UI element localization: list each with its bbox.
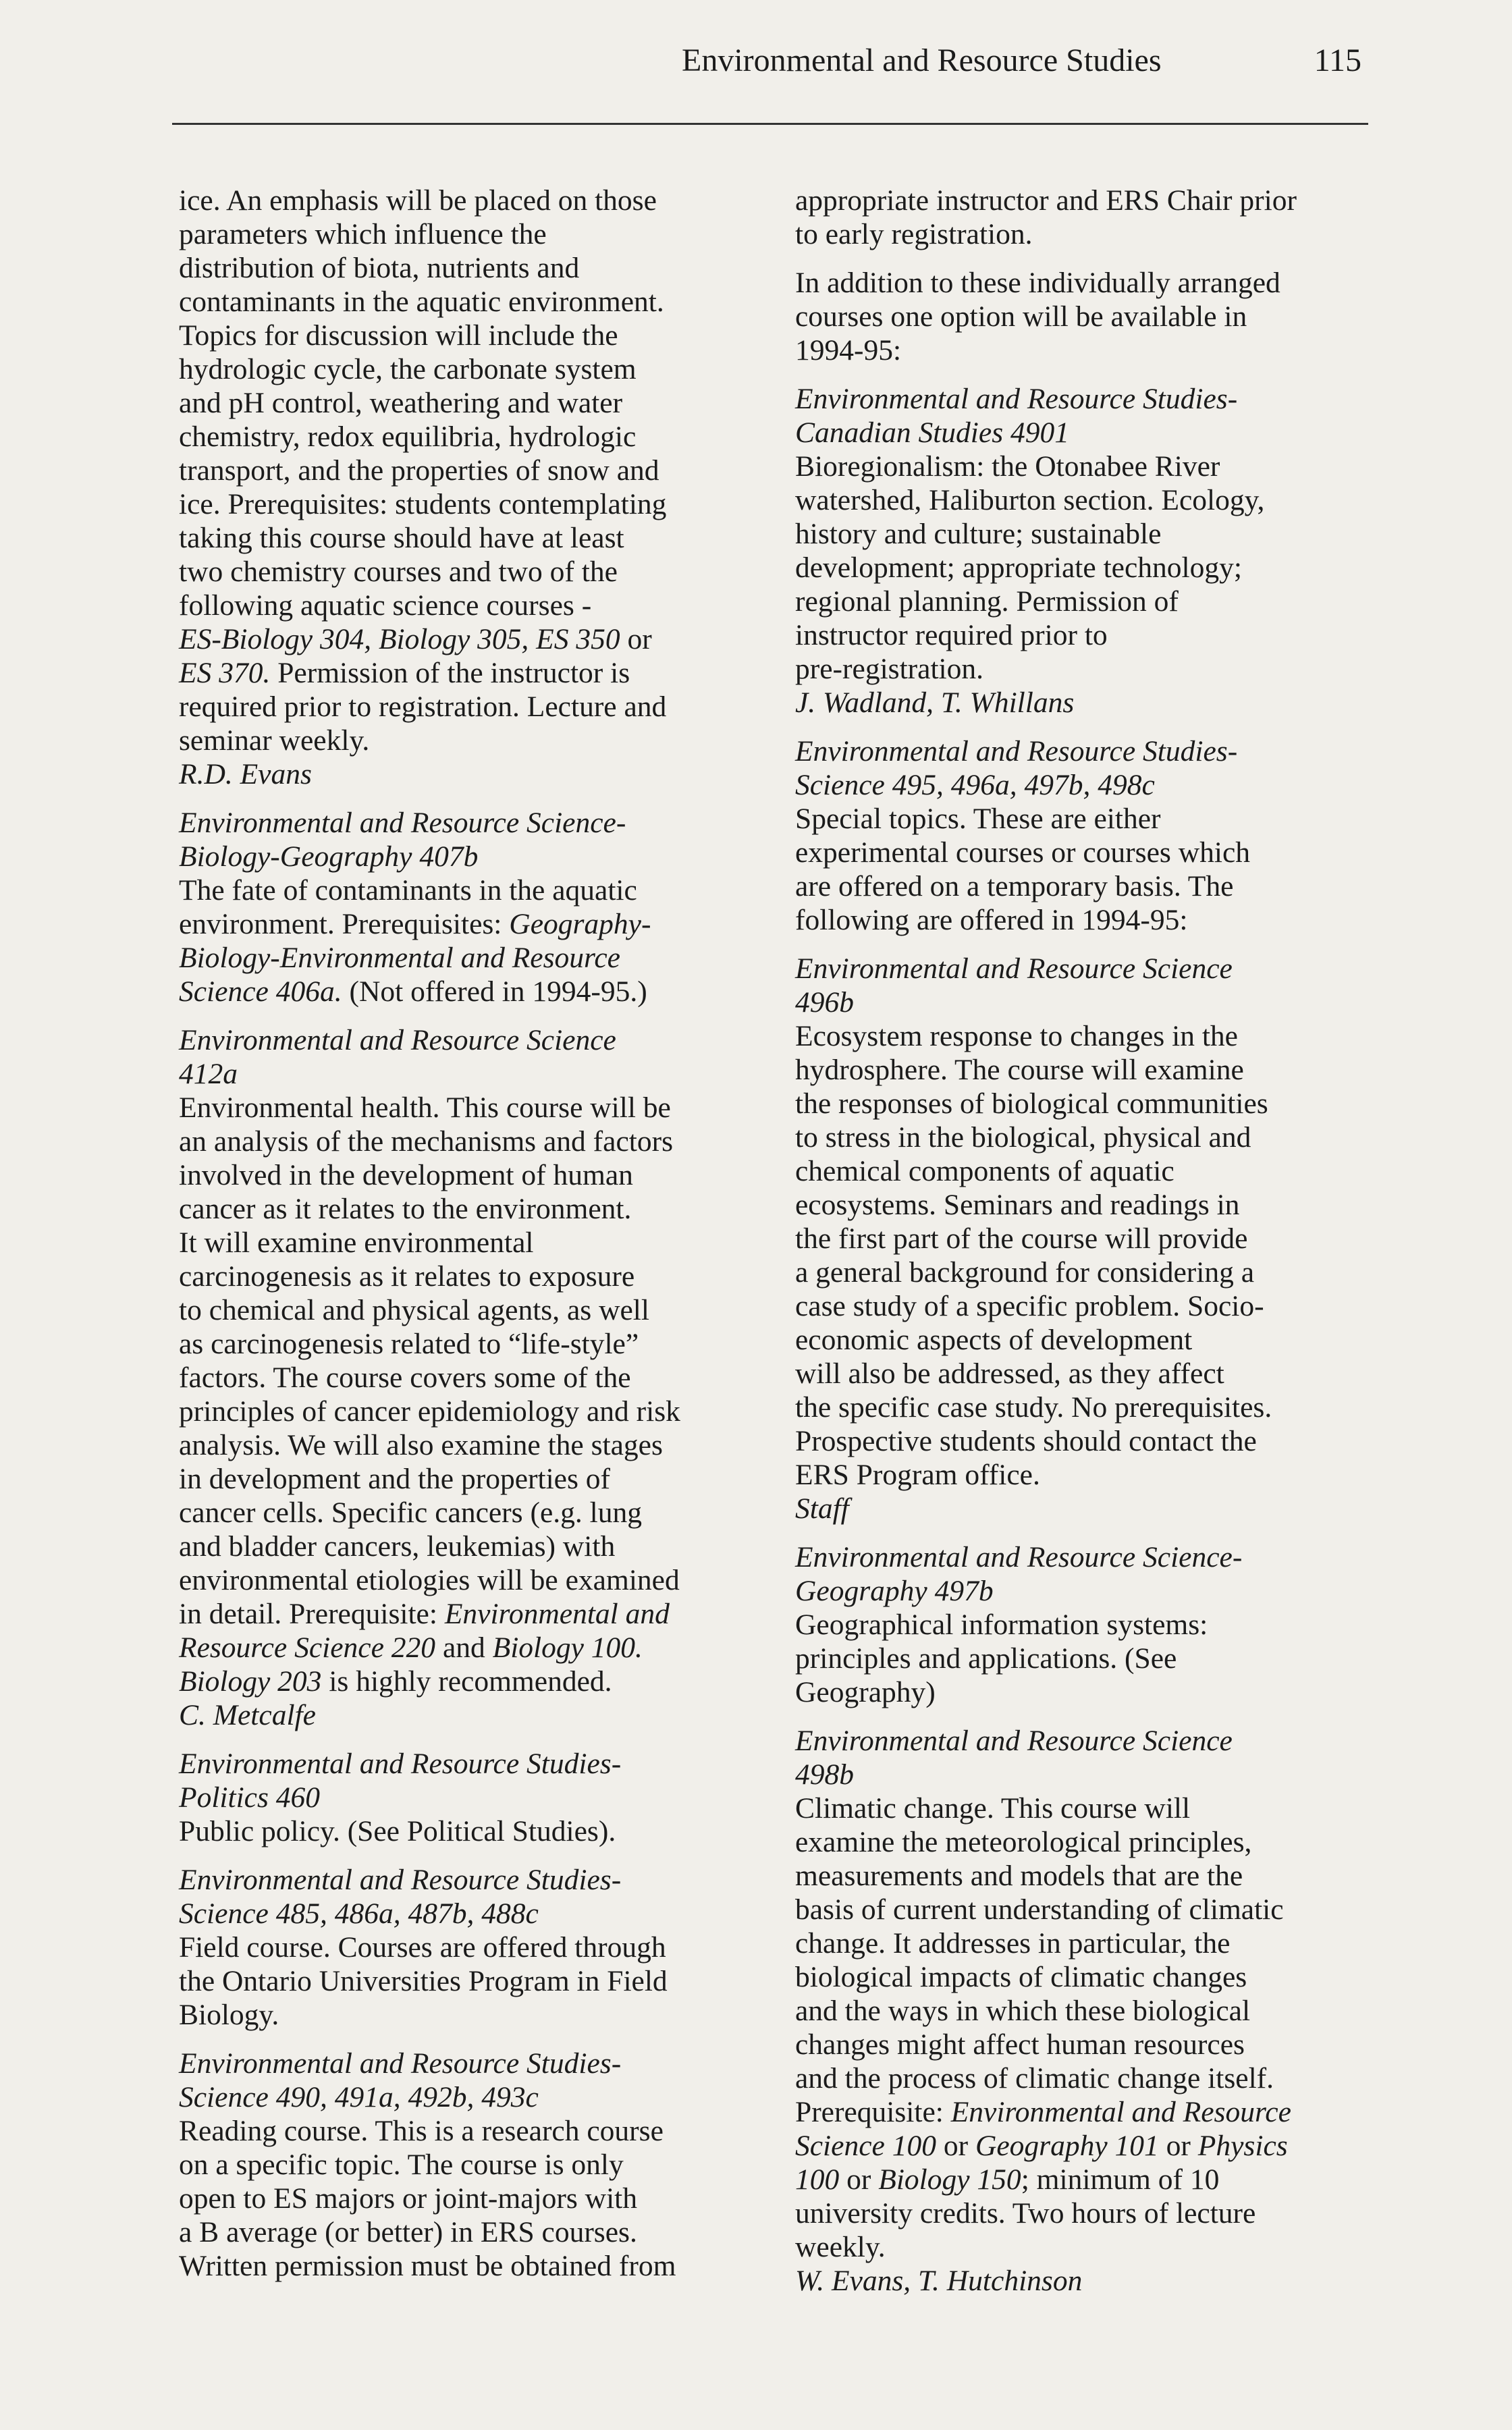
text: experimental courses or courses which bbox=[795, 836, 1251, 869]
text-line bbox=[795, 836, 1376, 869]
text: Public policy. (See Political Studies). bbox=[179, 1815, 616, 1847]
italic-text: Science 485, 486a, 487b, 488c bbox=[179, 1897, 539, 1930]
text: cancer as it relates to the environment. bbox=[179, 1193, 632, 1225]
text: The fate of contaminants in the aquatic bbox=[179, 874, 637, 907]
text: ice. Prerequisites: students contemplating bbox=[179, 488, 667, 520]
text-line bbox=[179, 724, 759, 757]
text-line bbox=[795, 416, 1376, 450]
text-line bbox=[795, 2129, 1376, 2163]
course-entry bbox=[179, 1747, 759, 1848]
text-line bbox=[795, 1188, 1376, 1222]
italic-text: Biology-Geography 407b bbox=[179, 840, 479, 873]
italic-text: 496b bbox=[795, 986, 854, 1019]
text-line bbox=[795, 1390, 1376, 1424]
text-line bbox=[795, 652, 1376, 686]
text: watershed, Haliburton section. Ecology, bbox=[795, 484, 1265, 516]
italic-text: W. Evans, T. Hutchinson bbox=[795, 2265, 1083, 2297]
text: will also be addressed, as they affect bbox=[795, 1357, 1224, 1390]
text-line bbox=[179, 1863, 759, 1897]
text: examine the meteorological principles, bbox=[795, 1826, 1252, 1858]
text-line bbox=[179, 1964, 759, 1998]
text: are offered on a temporary basis. The bbox=[795, 870, 1234, 902]
text-line bbox=[179, 1563, 759, 1597]
text: Geography) bbox=[795, 1676, 936, 1708]
text-line bbox=[795, 585, 1376, 618]
text-line bbox=[795, 1893, 1376, 1926]
course-entry bbox=[179, 2047, 759, 2283]
text-line bbox=[795, 869, 1376, 903]
text: the responses of biological communities bbox=[795, 1087, 1268, 1120]
text-line bbox=[179, 285, 759, 319]
text-line bbox=[179, 2047, 759, 2080]
text-line bbox=[179, 589, 759, 622]
italic-text: Environmental and Resource Studies- bbox=[795, 735, 1238, 767]
text: contaminants in the aquatic environment. bbox=[179, 286, 664, 318]
text-line bbox=[179, 184, 759, 217]
text-line bbox=[179, 1192, 759, 1226]
text: ice. An emphasis will be placed on those bbox=[179, 184, 657, 217]
text-line bbox=[795, 903, 1376, 937]
text-line bbox=[179, 690, 759, 724]
text-line bbox=[179, 1293, 759, 1327]
italic-text: Staff bbox=[795, 1492, 849, 1525]
text-line bbox=[179, 1158, 759, 1192]
text: seminar weekly. bbox=[179, 724, 370, 757]
text-line bbox=[179, 2182, 759, 2215]
italic-text: 100 bbox=[795, 2163, 840, 2196]
text: and bbox=[435, 1631, 493, 1664]
text: Prospective students should contact the bbox=[795, 1425, 1257, 1457]
running-header bbox=[172, 42, 1368, 125]
italic-text: Environmental and Resource Studies- bbox=[795, 383, 1238, 415]
text-line bbox=[795, 1053, 1376, 1087]
text-line bbox=[795, 1357, 1376, 1390]
italic-text: 498b bbox=[795, 1758, 854, 1791]
text-line bbox=[179, 2215, 759, 2249]
text-line bbox=[179, 454, 759, 487]
text: regional planning. Permission of bbox=[795, 585, 1179, 618]
text: ecosystems. Seminars and readings in bbox=[795, 1189, 1240, 1221]
text: economic aspects of development bbox=[795, 1324, 1193, 1356]
italic-text: Environmental and Resource Science bbox=[179, 1024, 616, 1056]
text: involved in the development of human bbox=[179, 1159, 633, 1191]
text: to chemical and physical agents, as well bbox=[179, 1294, 649, 1326]
text-line bbox=[795, 382, 1376, 416]
text: two chemistry courses and two of the bbox=[179, 556, 618, 588]
text-line bbox=[179, 1998, 759, 2032]
text: (Not offered in 1994-95.) bbox=[342, 975, 647, 1008]
text: principles and applications. (See bbox=[795, 1642, 1177, 1675]
text-line bbox=[179, 1428, 759, 1462]
italic-text: Environmental and Resource Science bbox=[795, 1725, 1233, 1757]
text-line bbox=[795, 1424, 1376, 1458]
italic-text: Environmental and Resource bbox=[950, 2096, 1291, 2128]
text: Geographical information systems: bbox=[795, 1609, 1208, 1641]
text: the specific case study. No prerequisites. bbox=[795, 1391, 1272, 1424]
text: environment. Prerequisites: bbox=[179, 908, 510, 940]
italic-text: Science 490, 491a, 492b, 493c bbox=[179, 2081, 539, 2113]
text-line bbox=[795, 1154, 1376, 1188]
course-entry bbox=[795, 952, 1376, 1526]
italic-text: ES-Biology 304, Biology 305, ES 350 bbox=[179, 623, 620, 655]
italic-text: ES 370. bbox=[179, 657, 271, 689]
text-line bbox=[179, 2148, 759, 2182]
text-line bbox=[795, 1608, 1376, 1642]
text-line bbox=[795, 1724, 1376, 1758]
text: ; minimum of 10 bbox=[1021, 2163, 1220, 2196]
text: an analysis of the mechanisms and factors bbox=[179, 1125, 674, 1158]
text-line bbox=[795, 266, 1376, 300]
text: is highly recommended. bbox=[321, 1665, 612, 1698]
text: environmental etiologies will be examined bbox=[179, 1564, 680, 1596]
text: hydrosphere. The course will examine bbox=[795, 1054, 1244, 1086]
italic-text: Geography 101 bbox=[975, 2130, 1159, 2162]
text: factors. The course covers some of the bbox=[179, 1361, 631, 1394]
italic-text: Geography- bbox=[509, 908, 651, 940]
text: Topics for discussion will include the bbox=[179, 319, 618, 352]
text-line bbox=[179, 1361, 759, 1395]
text-line bbox=[795, 768, 1376, 802]
text-line bbox=[795, 952, 1376, 986]
text-line bbox=[795, 1120, 1376, 1154]
italic-text: Biology 100. bbox=[492, 1631, 643, 1664]
text-line bbox=[179, 941, 759, 975]
course-entry bbox=[795, 1540, 1376, 1709]
course-entry bbox=[795, 184, 1376, 251]
text: Bioregionalism: the Otonabee River bbox=[795, 450, 1220, 483]
text: transport, and the properties of snow and bbox=[179, 454, 659, 487]
text-line bbox=[179, 251, 759, 285]
text-line bbox=[179, 1631, 759, 1665]
text-line bbox=[179, 1395, 759, 1428]
text: hydrologic cycle, the carbonate system bbox=[179, 353, 637, 385]
text: biological impacts of climatic changes bbox=[795, 1961, 1247, 1993]
text: the Ontario Universities Program in Field bbox=[179, 1965, 668, 1997]
text: cancer cells. Specific cancers (e.g. lung bbox=[179, 1496, 642, 1529]
text: Environmental health. This course will be bbox=[179, 1091, 671, 1124]
right-column bbox=[795, 184, 1376, 2313]
italic-text: Environmental and Resource Studies- bbox=[179, 1748, 622, 1780]
text: university credits. Two hours of lecture bbox=[795, 2197, 1256, 2230]
text-line bbox=[795, 1458, 1376, 1492]
text: open to ES majors or joint-majors with bbox=[179, 2182, 638, 2215]
text-line bbox=[179, 1023, 759, 1057]
text: Permission of the instructor is bbox=[270, 657, 630, 689]
text-line bbox=[179, 1781, 759, 1814]
course-entry bbox=[179, 806, 759, 1008]
text: or bbox=[620, 623, 652, 655]
course-entry bbox=[795, 1724, 1376, 2298]
text-line bbox=[179, 2080, 759, 2114]
text-line bbox=[795, 217, 1376, 251]
text: weekly. bbox=[795, 2231, 886, 2263]
course-entry bbox=[795, 382, 1376, 720]
text: chemical components of aquatic bbox=[795, 1155, 1174, 1187]
text-line bbox=[179, 352, 759, 386]
text-line bbox=[795, 184, 1376, 217]
text-line bbox=[795, 1791, 1376, 1825]
text-line bbox=[795, 2028, 1376, 2061]
text: and the process of climatic change itself. bbox=[795, 2062, 1274, 2095]
text-line bbox=[795, 1642, 1376, 1675]
italic-text: Physics bbox=[1197, 2130, 1288, 2162]
text-line bbox=[795, 802, 1376, 836]
italic-text: Geography 497b bbox=[795, 1575, 994, 1607]
text: Written permission must be obtained from bbox=[179, 2250, 676, 2282]
text-line bbox=[795, 2196, 1376, 2230]
text-line bbox=[179, 1698, 759, 1732]
text: ERS Program office. bbox=[795, 1459, 1040, 1491]
text-line bbox=[179, 420, 759, 454]
italic-text: Resource Science 220 bbox=[179, 1631, 436, 1664]
text: change. It addresses in particular, the bbox=[795, 1927, 1231, 1960]
text: a B average (or better) in ERS courses. bbox=[179, 2216, 637, 2248]
text-line bbox=[795, 1574, 1376, 1608]
text-line bbox=[795, 618, 1376, 652]
text: or bbox=[1158, 2130, 1198, 2162]
text: appropriate instructor and ERS Chair prior bbox=[795, 184, 1297, 217]
italic-text: Science 100 bbox=[795, 2130, 936, 2162]
italic-text: Environmental and Resource Studies- bbox=[179, 2047, 622, 2080]
italic-text: Biology 150 bbox=[878, 2163, 1021, 2196]
text: measurements and models that are the bbox=[795, 1860, 1243, 1892]
italic-text: C. Metcalfe bbox=[179, 1699, 316, 1731]
text-line bbox=[179, 757, 759, 791]
text-line bbox=[795, 300, 1376, 333]
italic-text: Science 406a. bbox=[179, 975, 342, 1008]
text-line bbox=[179, 1496, 759, 1530]
text-line bbox=[795, 1825, 1376, 1859]
italic-text: J. Wadland, T. Whillans bbox=[795, 686, 1075, 719]
text-line bbox=[795, 1323, 1376, 1357]
course-entry bbox=[179, 1863, 759, 2032]
text-line bbox=[179, 2249, 759, 2283]
text: Field course. Courses are offered through bbox=[179, 1931, 666, 1964]
text-line bbox=[795, 1926, 1376, 1960]
text: basis of current understanding of climatic bbox=[795, 1893, 1284, 1926]
italic-text: Environmental and bbox=[444, 1598, 670, 1630]
text: required prior to registration. Lecture and bbox=[179, 691, 667, 723]
italic-text: Biology-Environmental and Resource bbox=[179, 942, 620, 974]
text-line bbox=[179, 622, 759, 656]
text: pre-registration. bbox=[795, 653, 984, 685]
text-line bbox=[795, 333, 1376, 367]
course-entry bbox=[179, 1023, 759, 1732]
text-line bbox=[795, 1087, 1376, 1120]
text-line bbox=[795, 1019, 1376, 1053]
text-line bbox=[795, 1994, 1376, 2028]
text-line bbox=[795, 1492, 1376, 1526]
italic-text: Politics 460 bbox=[179, 1781, 321, 1814]
text-line bbox=[179, 840, 759, 873]
text: taking this course should have at least bbox=[179, 522, 624, 554]
text: to early registration. bbox=[795, 218, 1033, 250]
text-line bbox=[795, 1256, 1376, 1289]
italic-text: Science 495, 496a, 497b, 498c bbox=[795, 769, 1155, 801]
text: principles of cancer epidemiology and risk bbox=[179, 1395, 680, 1428]
text: and the ways in which these biological bbox=[795, 1995, 1251, 2027]
text-line bbox=[179, 873, 759, 907]
text: Prerequisite: bbox=[795, 2096, 951, 2128]
course-entry bbox=[795, 734, 1376, 937]
text-line bbox=[795, 2163, 1376, 2196]
text: or bbox=[936, 2130, 975, 2162]
text-line bbox=[179, 1462, 759, 1496]
text-line bbox=[179, 1260, 759, 1293]
text: Special topics. These are either bbox=[795, 803, 1161, 835]
text-line bbox=[179, 487, 759, 521]
text: In addition to these individually arranged bbox=[795, 267, 1280, 299]
text: parameters which influence the bbox=[179, 218, 547, 250]
text-line bbox=[795, 1758, 1376, 1791]
text-line bbox=[179, 319, 759, 352]
text-line bbox=[795, 2061, 1376, 2095]
text: case study of a specific problem. Socio- bbox=[795, 1290, 1264, 1322]
text-line bbox=[795, 517, 1376, 551]
text-line bbox=[179, 1897, 759, 1931]
text-line bbox=[795, 1540, 1376, 1574]
italic-text: Environmental and Resource Studies- bbox=[179, 1864, 622, 1896]
text: distribution of biota, nutrients and bbox=[179, 252, 580, 284]
text: in detail. Prerequisite: bbox=[179, 1598, 445, 1630]
text-line bbox=[179, 2114, 759, 2148]
text-line bbox=[795, 2095, 1376, 2129]
text-line bbox=[795, 1960, 1376, 1994]
running-header-title: Environmental and Resource Studies bbox=[682, 43, 1162, 78]
text-line bbox=[795, 450, 1376, 483]
text-line bbox=[179, 1597, 759, 1631]
italic-text: Environmental and Resource Science- bbox=[795, 1541, 1243, 1573]
text: as carcinogenesis related to “life-style” bbox=[179, 1328, 639, 1360]
text: Reading course. This is a research course bbox=[179, 2115, 664, 2147]
text-line bbox=[795, 686, 1376, 720]
course-entry bbox=[179, 184, 759, 791]
italic-text: Environmental and Resource Science bbox=[795, 952, 1233, 985]
text-line bbox=[179, 1091, 759, 1125]
text: following aquatic science courses - bbox=[179, 589, 592, 622]
text-line bbox=[179, 1327, 759, 1361]
text-line bbox=[179, 1226, 759, 1260]
text-line bbox=[795, 734, 1376, 768]
text-line bbox=[179, 521, 759, 555]
page-number: 115 bbox=[1314, 43, 1361, 78]
text: to stress in the biological, physical and bbox=[795, 1121, 1251, 1154]
text: development; appropriate technology; bbox=[795, 551, 1242, 584]
text: courses one option will be available in bbox=[795, 300, 1247, 333]
text: following are offered in 1994-95: bbox=[795, 904, 1188, 936]
italic-text: 412a bbox=[179, 1058, 238, 1090]
text: Biology. bbox=[179, 1999, 279, 2031]
text-line bbox=[179, 555, 759, 589]
text: Climatic change. This course will bbox=[795, 1792, 1191, 1825]
text-line bbox=[179, 1931, 759, 1964]
text-line bbox=[179, 1814, 759, 1848]
text: instructor required prior to bbox=[795, 619, 1108, 651]
italic-text: Environmental and Resource Science- bbox=[179, 807, 626, 839]
text-line bbox=[179, 386, 759, 420]
text-line bbox=[179, 1057, 759, 1091]
text: a general background for considering a bbox=[795, 1256, 1255, 1289]
text-line bbox=[179, 907, 759, 941]
text: analysis. We will also examine the stages bbox=[179, 1429, 663, 1461]
text: or bbox=[839, 2163, 879, 2196]
text: the first part of the course will provide bbox=[795, 1222, 1248, 1255]
text-line bbox=[795, 2230, 1376, 2264]
italic-text: Biology 203 bbox=[179, 1665, 322, 1698]
text: in development and the properties of bbox=[179, 1463, 611, 1495]
course-entry bbox=[795, 266, 1376, 367]
text-line bbox=[795, 483, 1376, 517]
text-line bbox=[795, 1859, 1376, 1893]
text: changes might affect human resources bbox=[795, 2028, 1245, 2061]
text-line bbox=[179, 217, 759, 251]
text-line bbox=[795, 551, 1376, 585]
text-line bbox=[795, 986, 1376, 1019]
text-line bbox=[795, 1675, 1376, 1709]
text-line bbox=[795, 1289, 1376, 1323]
text: Ecosystem response to changes in the bbox=[795, 1020, 1238, 1052]
text-line bbox=[179, 656, 759, 690]
italic-text: R.D. Evans bbox=[179, 758, 312, 790]
text-line bbox=[179, 1747, 759, 1781]
text-line bbox=[795, 1222, 1376, 1256]
text-line bbox=[179, 806, 759, 840]
text: and pH control, weathering and water bbox=[179, 387, 623, 419]
text-line bbox=[179, 1530, 759, 1563]
text-line bbox=[179, 1665, 759, 1698]
text: on a specific topic. The course is only bbox=[179, 2149, 624, 2181]
text: history and culture; sustainable bbox=[795, 518, 1162, 550]
left-column bbox=[179, 184, 759, 2298]
text: and bladder cancers, leukemias) with bbox=[179, 1530, 616, 1563]
text: chemistry, redox equilibria, hydrologic bbox=[179, 421, 637, 453]
italic-text: Canadian Studies 4901 bbox=[795, 416, 1070, 449]
text: carcinogenesis as it relates to exposure bbox=[179, 1260, 635, 1293]
text-line bbox=[179, 975, 759, 1008]
text-line bbox=[179, 1125, 759, 1158]
text: It will examine environmental bbox=[179, 1226, 534, 1259]
text: 1994-95: bbox=[795, 334, 902, 367]
text-line bbox=[795, 2264, 1376, 2298]
